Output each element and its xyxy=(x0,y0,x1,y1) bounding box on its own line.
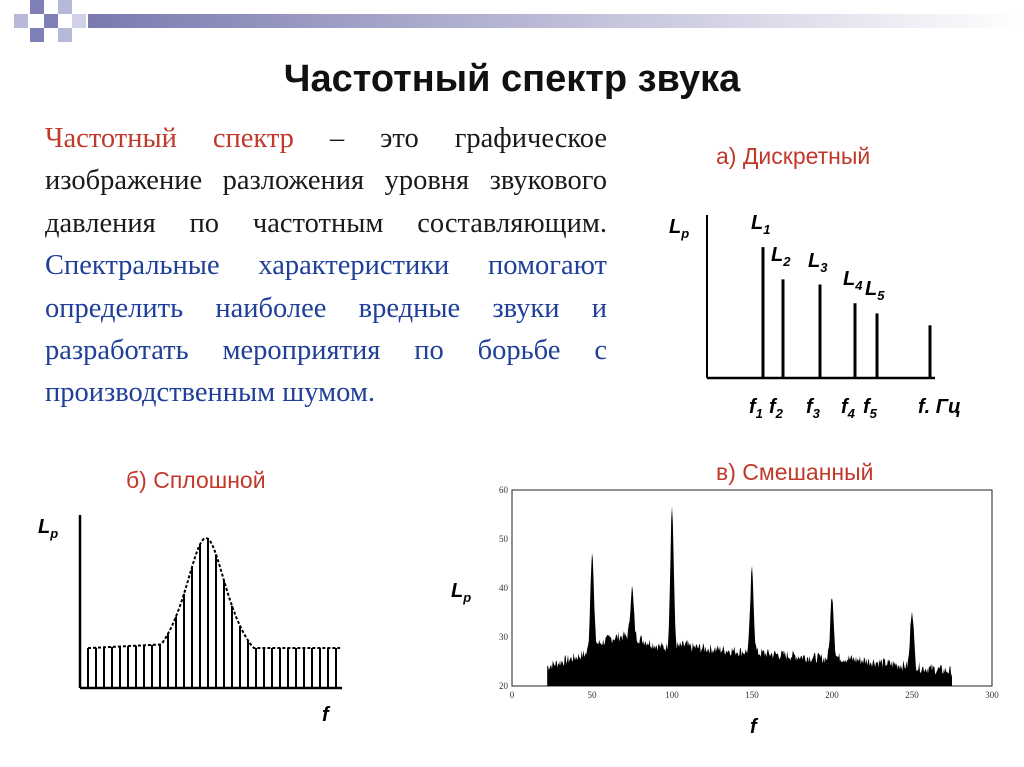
freq-label-1: $f_1$ xyxy=(749,396,763,421)
freq-label-2: $f_2$ xyxy=(769,396,783,421)
mixed-x-tick-250: 250 xyxy=(905,690,919,700)
mixed-y-label: $L_p$ xyxy=(451,580,472,605)
term-highlight: Частотный спектр xyxy=(45,123,294,154)
slide-title: Частотный спектр звука xyxy=(283,58,741,100)
discrete-y-label: $L_p$ xyxy=(669,216,690,241)
definition-text: – это графическое изображение разложения уровня звукового давления по частотным составляющим. xyxy=(45,123,607,239)
mixed-y-tick-60: 60 xyxy=(499,485,508,495)
mixed-x-tick-300: 300 xyxy=(985,690,999,700)
level-label-4: $L_4$ xyxy=(843,268,863,294)
corner-decoration xyxy=(0,0,1024,60)
freq-label-4: $f_4$ xyxy=(841,396,855,421)
level-label-2: $L_2$ xyxy=(771,244,791,270)
mixed-spectrum-chart xyxy=(476,482,1016,722)
mixed-x-tick-50: 50 xyxy=(587,690,597,700)
mixed-y-tick-40: 40 xyxy=(499,583,508,593)
freq-label-3: $f_3$ xyxy=(806,396,820,421)
discrete-x-axis-label: f. Гц xyxy=(918,396,961,418)
definition-paragraph xyxy=(45,118,607,415)
mixed-x-tick-0: 0 xyxy=(509,690,515,700)
mixed-y-tick-30: 30 xyxy=(499,632,508,642)
mixed-y-tick-50: 50 xyxy=(499,534,508,544)
mixed-caption: в) Смешанный xyxy=(716,459,874,485)
level-label-3: $L_3$ xyxy=(808,249,828,275)
continuous-spectrum-chart xyxy=(70,510,350,700)
continuous-x-label: f xyxy=(322,704,329,726)
continuous-y-label: $L_p$ xyxy=(38,516,59,541)
mixed-x-tick-100: 100 xyxy=(665,690,679,700)
continuous-caption: б) Сплошной xyxy=(126,467,266,493)
mixed-spectrum-area xyxy=(547,506,952,686)
level-label-1: $L_1$ xyxy=(751,212,771,238)
mixed-x-tick-200: 200 xyxy=(825,690,839,700)
mixed-y-tick-20: 20 xyxy=(499,681,508,691)
purpose-text: Спектральные характеристики помогают определить наиболее вредные звуки и разработать мероприятия по борьбе с производственным шумом. xyxy=(45,250,607,409)
mixed-x-tick-150: 150 xyxy=(745,690,759,700)
discrete-caption: а) Дискретный xyxy=(716,143,871,169)
level-label-5: $L_5$ xyxy=(865,278,885,304)
freq-label-5: $f_5$ xyxy=(863,396,877,421)
mixed-x-label: f xyxy=(750,716,757,738)
